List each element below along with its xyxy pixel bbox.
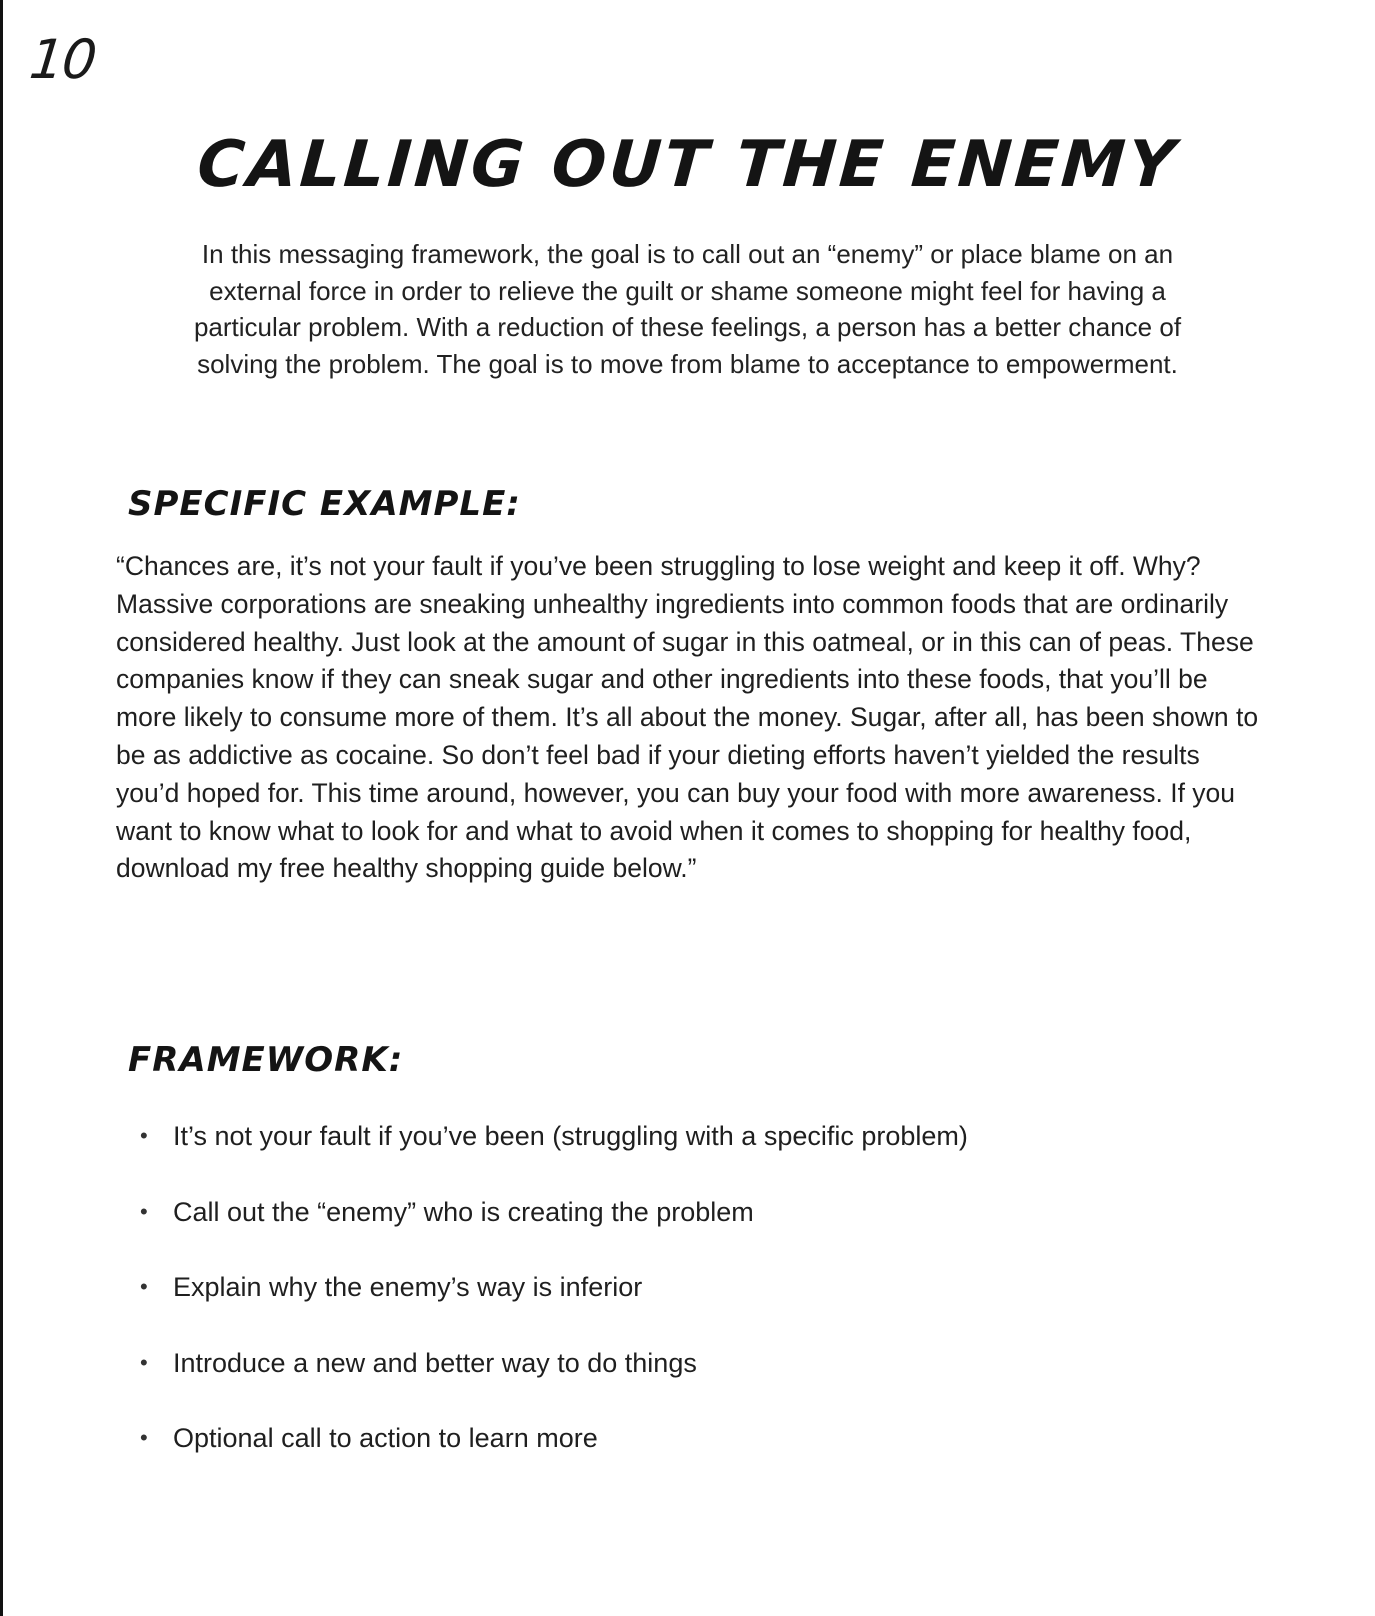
bullet-icon: • [140, 1274, 148, 1299]
framework-list-item [140, 1422, 968, 1498]
framework-item-text: Call out the “enemy” who is creating the problem [173, 1196, 754, 1227]
page-title: CALLING OUT THE ENEMY [195, 128, 1180, 202]
specific-example-text: “Chances are, it’s not your fault if you’ve been struggling to lose weight and keep it off. Why? Massive corporations are sneaking unhealthy ingredients into common foods that are ordinarily considered healthy. Just look at the amount of sugar in this oatmeal, or in this can of peas. These companies know if they can sneak sugar and other ingredients into these foods, that you’ll be more likely to consume more of them. It’s all about the money. Sugar, after all, has been shown to be as addictive as cocaine. So don’t feel bad if your dieting efforts haven’t yielded the results you’d hoped for. This time around, however, you can buy your food with more awareness. If you want to know what to look for and what to avoid when it comes to shopping for healthy food, download my free healthy shopping guide below.” [116, 551, 1259, 884]
framework-item-text: Introduce a new and better way to do things [173, 1347, 697, 1378]
page-left-edge [0, 0, 3, 1616]
framework-item-text: Explain why the enemy’s way is inferior [173, 1272, 643, 1302]
bullet-icon: • [140, 1349, 148, 1375]
bullet-icon: • [140, 1198, 148, 1224]
framework-item-text: Optional call to action to learn more [173, 1423, 598, 1453]
framework-item-text: It’s not your fault if you’ve been (struggling with a specific problem) [173, 1121, 968, 1151]
bullet-icon: • [140, 1123, 148, 1148]
framework-list-item [140, 1271, 968, 1347]
specific-example-heading: SPECIFIC EXAMPLE: [128, 484, 521, 524]
framework-heading: FRAMEWORK: [128, 1040, 404, 1080]
page-number: 10 [26, 28, 99, 91]
bullet-icon: • [140, 1425, 148, 1450]
framework-list [140, 1120, 968, 1498]
framework-list-item [140, 1347, 968, 1423]
framework-list-item [140, 1196, 968, 1272]
intro-paragraph: In this messaging framework, the goal is to call out an “enemy” or place blame on an external force in order to relieve the guilt or shame someone might feel for having a particular problem. With a reduction of these feelings, a person has a better chance of solving the problem. The goal is to move from blame to acceptance to empowerment. [193, 239, 1182, 379]
framework-list-item [140, 1120, 968, 1196]
